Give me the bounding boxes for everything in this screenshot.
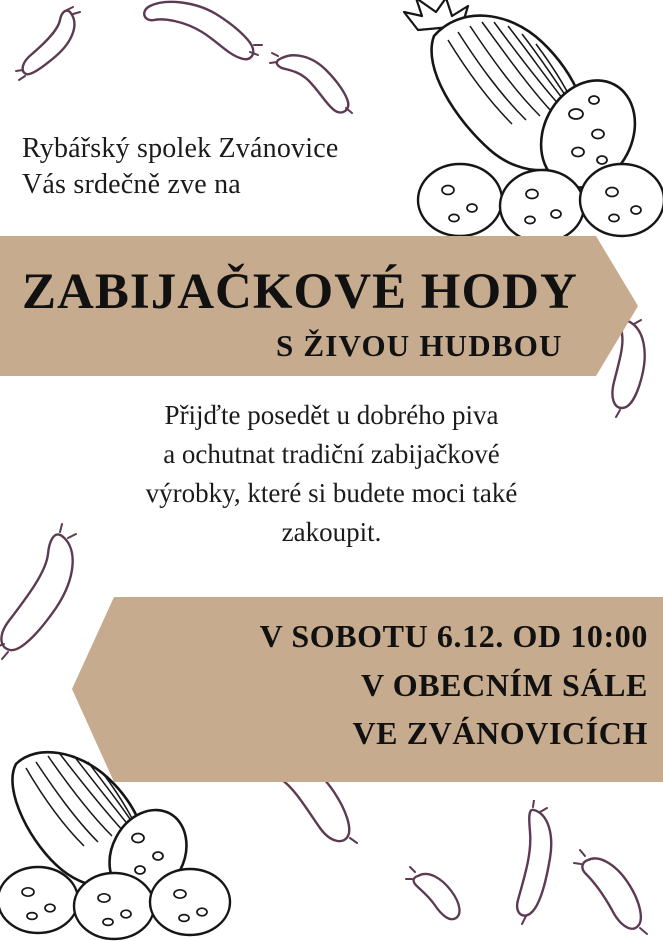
sausage-illustration-top-right (268, 50, 368, 130)
detail-line-location: VE ZVÁNOVICÍCH (352, 715, 648, 752)
sausage-illustration-bottom-small (404, 862, 474, 932)
body-line-3: výrobky, které si budete moci také (145, 478, 518, 509)
intro-line-1: Rybářský spolek Zvánovice (22, 133, 339, 164)
page-subtitle: S ŽIVOU HUDBOU (276, 328, 563, 363)
body-text (0, 396, 663, 553)
detail-line-venue: V OBECNÍM SÁLE (361, 666, 648, 703)
body-line-2: a ochutnat tradiční zabijačkové (163, 439, 500, 470)
sausage-illustration-corner-right (566, 846, 656, 941)
sausage-illustration-top-center (130, 0, 270, 80)
intro-line-2: Vás srdečně zve na (22, 168, 241, 200)
organizer-intro (22, 131, 338, 203)
body-line-4: zakoupit. (281, 517, 382, 548)
detail-line-datetime: V SOBOTU 6.12. OD 10:00 (259, 618, 648, 654)
sausage-illustration-bottom-right (504, 800, 584, 930)
salami-illustration-top-right (390, 0, 663, 244)
event-details (0, 612, 648, 758)
page-title: ZABIJAČKOVÉ HODY (22, 264, 578, 320)
sausage-illustration-top-left (10, 4, 100, 94)
body-line-1: Přijďte posedět u dobrého piva (164, 400, 499, 430)
